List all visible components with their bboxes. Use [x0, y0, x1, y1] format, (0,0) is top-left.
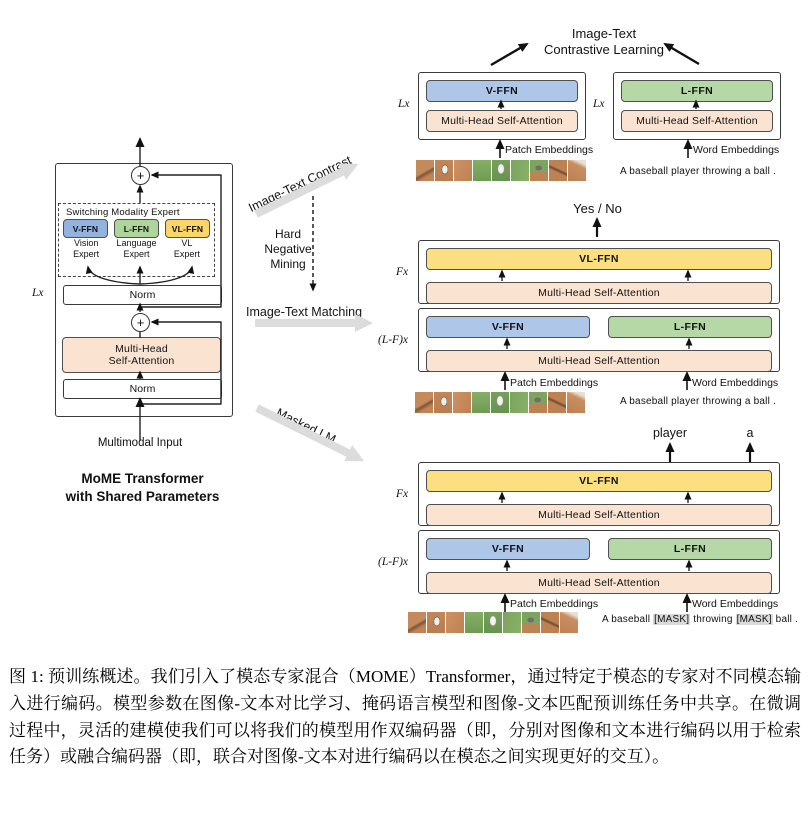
image-patch-grass-2 [511, 160, 529, 181]
multimodal-input-label: Multimodal Input [97, 437, 183, 449]
image-patch-grass-2 [503, 612, 521, 633]
itm-task-label: Image-Text Matching [246, 305, 363, 319]
image-patch-dirt-diagonal [549, 160, 567, 181]
itc-text-input: A baseball player throwing a ball . [620, 166, 776, 177]
image-patch-dirt [453, 392, 471, 413]
image-patch-dirt-light [567, 392, 585, 413]
image-patch-grass-dirt-player [530, 160, 548, 181]
mlm-patch-embeddings-label: Patch Embeddings [510, 598, 599, 610]
plus-icon: + [136, 315, 145, 330]
itc-patch-strip [416, 160, 586, 181]
mlm-l-ffn-bar: L-FFN [608, 538, 772, 560]
itc-language-layers-label: Lx [593, 98, 605, 110]
itc-vision-layers-label: Lx [398, 98, 410, 110]
mlm-patch-strip [408, 612, 578, 633]
norm-top: Norm [63, 285, 222, 305]
image-patch-dirt-light [560, 612, 578, 633]
residual-add-bottom [131, 313, 150, 332]
itc-task-label: Image-Text Contrast [246, 153, 354, 215]
vl-expert-label: VL Expert [173, 238, 200, 259]
itc-word-embeddings-label: Word Embeddings [693, 144, 780, 156]
image-patch-grass [473, 160, 491, 181]
image-patch-dirt [454, 160, 472, 181]
mask-token: [MASK] [654, 614, 690, 625]
language-expert-label: Language Expert [116, 238, 157, 259]
itc-patch-embeddings-label: Patch Embeddings [505, 144, 594, 156]
image-patch-grass-player [492, 160, 510, 181]
itm-word-embeddings-label: Word Embeddings [692, 377, 779, 389]
itm-vl-ffn-bar: VL-FFN [426, 248, 772, 270]
image-patch-dirt-player [434, 392, 452, 413]
image-patch-dirt-player [435, 160, 453, 181]
itm-output-label: Yes / No [573, 201, 622, 216]
image-patch-grass [472, 392, 490, 413]
itm-text-input: A baseball player throwing a ball . [620, 396, 776, 407]
itm-dual-layers-label: (L-F)x [378, 334, 409, 346]
plus-icon: + [136, 168, 145, 183]
itm-patch-strip [415, 392, 585, 413]
vl-ffn-chip: VL-FFN [165, 219, 210, 238]
vision-expert-label: Vision Expert [73, 238, 100, 259]
mlm-v-ffn-bar: V-FFN [426, 538, 590, 560]
image-patch-dirt-streak [415, 392, 433, 413]
image-patch-grass-dirt-player [522, 612, 540, 633]
mlm-output-word-a: a [746, 426, 754, 440]
image-patch-grass-player [484, 612, 502, 633]
itc-arrow-left [491, 44, 527, 65]
itc-v-ffn-bar: V-FFN [426, 80, 578, 102]
v-ffn-chip: V-FFN [63, 219, 108, 238]
itm-patch-embeddings-label: Patch Embeddings [510, 377, 599, 389]
image-patch-grass-2 [510, 392, 528, 413]
image-patch-dirt-diagonal [548, 392, 566, 413]
image-patch-dirt [446, 612, 464, 633]
expert-chip-row [63, 219, 210, 238]
itc-vision-mhsa-bar: Multi-Head Self-Attention [426, 110, 578, 132]
image-patch-dirt-streak [408, 612, 426, 633]
mlm-masked-text-input: A baseball [MASK] throwing [MASK] ball . [601, 614, 799, 625]
mome-mhsa-bar: Multi-Head Self-Attention [62, 337, 221, 373]
residual-add-top [131, 166, 150, 185]
itc-language-mhsa-bar: Multi-Head Self-Attention [621, 110, 773, 132]
mlm-word-embeddings-label: Word Embeddings [692, 598, 779, 610]
mlm-vl-ffn-bar: VL-FFN [426, 470, 772, 492]
hard-negative-mining-label: Hard Negative Mining [264, 227, 312, 271]
mome-layers-label: Lx [32, 287, 44, 299]
image-patch-dirt-player [427, 612, 445, 633]
itm-l-ffn-bar: L-FFN [608, 316, 772, 338]
switching-modality-expert-box [58, 203, 215, 277]
mlm-dual-layers-label: (L-F)x [378, 556, 409, 568]
switching-modality-expert-label: Switching Modality Expert [66, 207, 180, 218]
norm-bottom: Norm [63, 379, 222, 399]
image-patch-dirt-diagonal [541, 612, 559, 633]
image-patch-dirt-streak [416, 160, 434, 181]
image-patch-dirt-light [568, 160, 586, 181]
figure-caption: 图 1: 预训练概述。我们引入了模态专家混合（MOME）Transformer，通过特定于模态的专家对不同模态输入进行编码。模型参数在图像-文本对比学习、掩码语言模型和图像-文本匹配预训练任务中共享。在微调过程中，灵活的建模使我们可以将我们的模型用作双编码器（即，分别对图像和文本进行编码以用于检索任务）或融合编码器（即，联合对图像-文本对进行编码以在模态之间实现更好的交互）。 [9, 667, 801, 767]
itm-fusion-mhsa-bar: Multi-Head Self-Attention [426, 282, 772, 304]
l-ffn-chip: L-FFN [114, 219, 159, 238]
image-patch-grass-dirt-player [529, 392, 547, 413]
mlm-fusion-layers-label: Fx [396, 488, 409, 500]
mome-title: MoME Transformer with Shared Parameters [65, 471, 220, 504]
itc-l-ffn-bar: L-FFN [621, 80, 773, 102]
mask-token: [MASK] [736, 614, 772, 625]
mlm-fusion-mhsa-bar: Multi-Head Self-Attention [426, 504, 772, 526]
itm-dual-mhsa-bar: Multi-Head Self-Attention [426, 350, 772, 372]
itc-title: Image-Text Contrastive Learning [544, 26, 664, 57]
image-patch-grass [465, 612, 483, 633]
mlm-task-label: Masked LM [273, 405, 339, 447]
mlm-output-word-player: player [652, 426, 688, 440]
itm-v-ffn-bar: V-FFN [426, 316, 590, 338]
expert-name-row [61, 238, 212, 259]
itm-fusion-layers-label: Fx [396, 266, 409, 278]
image-patch-grass-player [491, 392, 509, 413]
mlm-dual-mhsa-bar: Multi-Head Self-Attention [426, 572, 772, 594]
